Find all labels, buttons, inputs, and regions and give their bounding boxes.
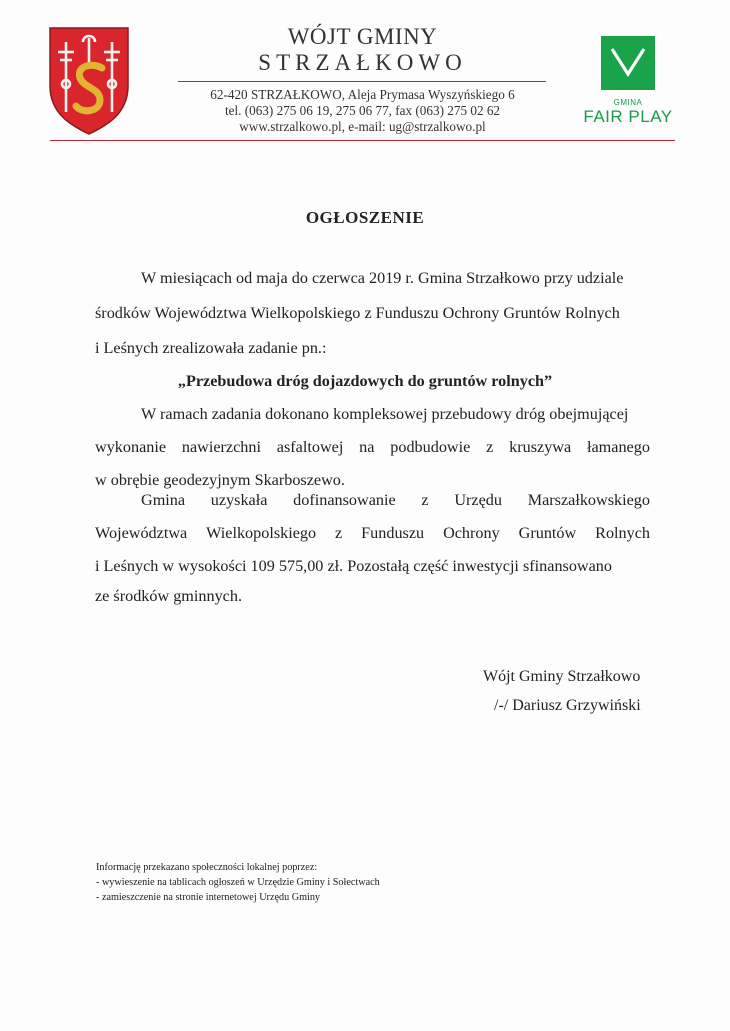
- paragraph-3-line-3: i Leśnych w wysokości 109 575,00 zł. Pozostałą część inwestycji sfinansowano: [95, 557, 612, 575]
- word: Funduszu: [361, 524, 425, 542]
- office-title: WÓJT GMINY: [287, 24, 438, 49]
- word: dofinansowanie: [293, 491, 396, 509]
- word: Marszałkowskiego: [527, 491, 650, 509]
- word: nawierzchni: [181, 438, 261, 456]
- paragraph-2-line-1: W ramach zadania dokonano kompleksowej przebudowy dróg obejmującej: [141, 405, 629, 423]
- header-bottom-divider: [50, 140, 675, 141]
- paragraph-3-line-2: [95, 523, 650, 543]
- word: asfaltowej: [276, 438, 344, 456]
- word: z: [335, 524, 343, 542]
- notice-title: OGŁOSZENIE: [305, 208, 425, 227]
- word: na: [359, 438, 375, 456]
- paragraph-2-line-3: w obrębie geodezyjnym Skarboszewo.: [95, 471, 345, 489]
- footer-intro: Informację przekazano społeczności lokalnej poprzez:: [96, 862, 318, 873]
- word: kruszywa: [509, 438, 572, 456]
- paragraph-1-line-2: środków Województwa Wielkopolskiego z Funduszu Ochrony Gruntów Rolnych: [95, 304, 620, 322]
- fair-play-gmina: GMINA: [613, 98, 643, 107]
- word: Ochrony: [443, 524, 500, 542]
- web-email-line: www.strzalkowo.pl, e-mail: ug@strzalkowo.pl: [239, 119, 486, 134]
- word: Wielkopolskiego: [206, 524, 317, 542]
- office-municipality: STRZAŁKOWO: [258, 50, 467, 75]
- word: z: [421, 491, 429, 509]
- paragraph-3-line-1: [141, 490, 650, 510]
- fair-play-logo-icon: [601, 36, 655, 90]
- word: łamanego: [587, 438, 650, 456]
- paragraph-2-line-2: [95, 437, 650, 457]
- coat-of-arms-icon: [48, 26, 130, 136]
- task-name: „Przebudowa dróg dojazdowych do gruntów rolnych”: [177, 372, 553, 390]
- paragraph-1-line-1: W miesiącach od maja do czerwca 2019 r. Gmina Strzałkowo przy udziale: [141, 269, 624, 287]
- word: Urzędu: [454, 491, 502, 509]
- footer-item-2: - zamieszczenie na stronie internetowej Urzędu Gminy: [96, 892, 321, 903]
- header-divider: [178, 81, 546, 82]
- word: wykonanie: [95, 438, 167, 456]
- word: z: [486, 438, 494, 456]
- address-line: 62-420 STRZAŁKOWO, Aleja Prymasa Wyszyńskiego 6: [210, 87, 515, 102]
- footer-item-1: - wywieszenie na tablicach ogłoszeń w Urzędzie Gminy i Sołectwach: [96, 877, 380, 888]
- signature-role: Wójt Gminy Strzałkowo: [483, 668, 641, 685]
- paragraph-1-line-3: i Leśnych zrealizowała zadanie pn.:: [95, 339, 327, 357]
- word: Województwa: [95, 524, 188, 542]
- word: Rolnych: [595, 524, 650, 542]
- paragraph-3-line-4: ze środków gminnych.: [95, 587, 243, 605]
- word: podbudowie: [390, 438, 471, 456]
- phone-line: tel. (063) 275 06 19, 275 06 77, fax (063) 275 02 62: [224, 103, 501, 118]
- word: Gmina: [141, 491, 186, 509]
- word: Gruntów: [518, 524, 577, 542]
- signature-name: /-/ Dariusz Grzywiński: [494, 697, 641, 714]
- fair-play-text: FAIR PLAY: [583, 107, 673, 126]
- word: uzyskała: [210, 491, 268, 509]
